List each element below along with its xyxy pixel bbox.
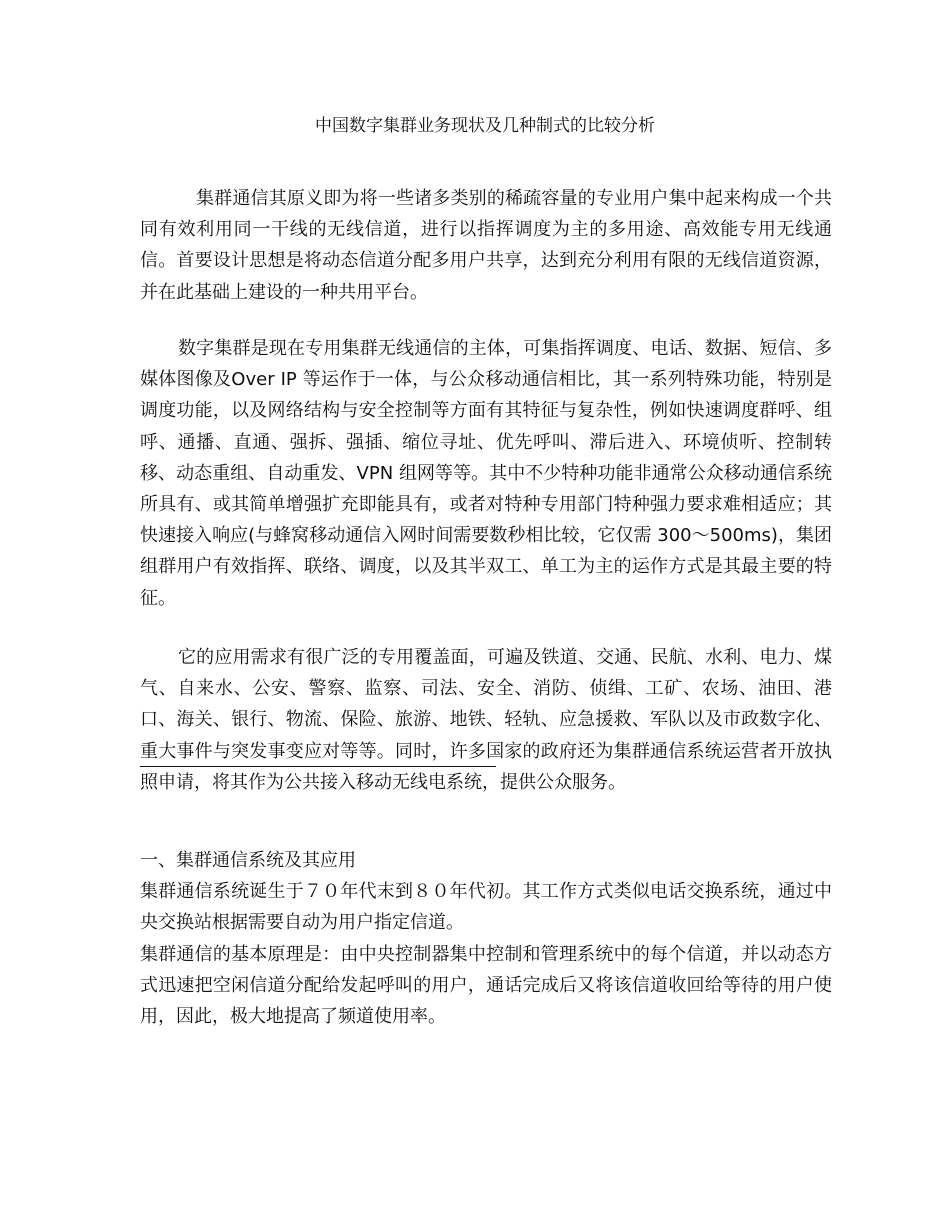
text-underline	[140, 766, 496, 767]
section-paragraph-history: 集群通信系统诞生于７０年代末到８０年代初。其工作方式类似电话交换系统，通过中央交换站根据需要自动为用户指定信道。	[140, 881, 832, 934]
section-paragraph-principle: 集群通信的基本原理是：由中央控制器集中控制和管理系统中的每个信道，并以动态方式迅速把空闲信道分配给发起呼叫的用户，通话完成后又将该信道收回给等待的用户使用，因此，极大地提高了频道使用率。	[140, 944, 832, 1028]
section-heading: 一、集群通信系统及其应用	[140, 850, 356, 871]
digital-trunking-paragraph: 数字集群是现在专用集群无线通信的主体，可集指挥调度、电话、数据、短信、多媒体图像及Over IP 等运作于一体，与公众移动通信相比，其一系列特殊功能，特别是调度功能，以及网络结构与安全控制等方面有其特征与复杂性，例如快速调度群呼、组呼、通播、直通、强拆、强插、缩位寻址、优先呼叫、滞后进入、环境侦听、控制转移、动态重组、自动重发、VPN 组网等等。其中不少特种功能非通常公众移动通信系统所具有、或其简单增强扩充即能具有，或者对特种专用部门特种强力要求难相适应；其快速接入响应(与蜂窝移动通信入网时间需要数秒相比较，它仅需 300～500ms)，集团组群用户有效指挥、联络、调度，以及其半双工、单工为主的运作方式是其最主要的特征。	[140, 338, 832, 609]
application-paragraph: 它的应用需求有很广泛的专用覆盖面，可遍及铁道、交通、民航、水利、电力、煤气、自来水、公安、警察、监察、司法、安全、消防、侦缉、工矿、农场、油田、港口、海关、银行、物流、保险、旅游、地铁、轻轨、应急援救、军队以及市政数字化、重大事件与突发事变应对等等。同时，许多国家的政府还为集群通信系统运营者开放执照申请，将其作为公共接入移动无线电系统，提供公众服务。	[140, 647, 832, 793]
document-title: 中国数字集群业务现状及几种制式的比较分析	[315, 116, 655, 136]
intro-paragraph: 集群通信其原义即为将一些诸多类别的稀疏容量的专业用户集中起来构成一个共同有效利用同一干线的无线信道，进行以指挥调度为主的多用途、高效能专用无线通信。首要设计思想是将动态信道分配多用户共享，达到充分利用有限的无线信道资源，并在此基础上建设的一种共用平台。	[140, 188, 832, 303]
